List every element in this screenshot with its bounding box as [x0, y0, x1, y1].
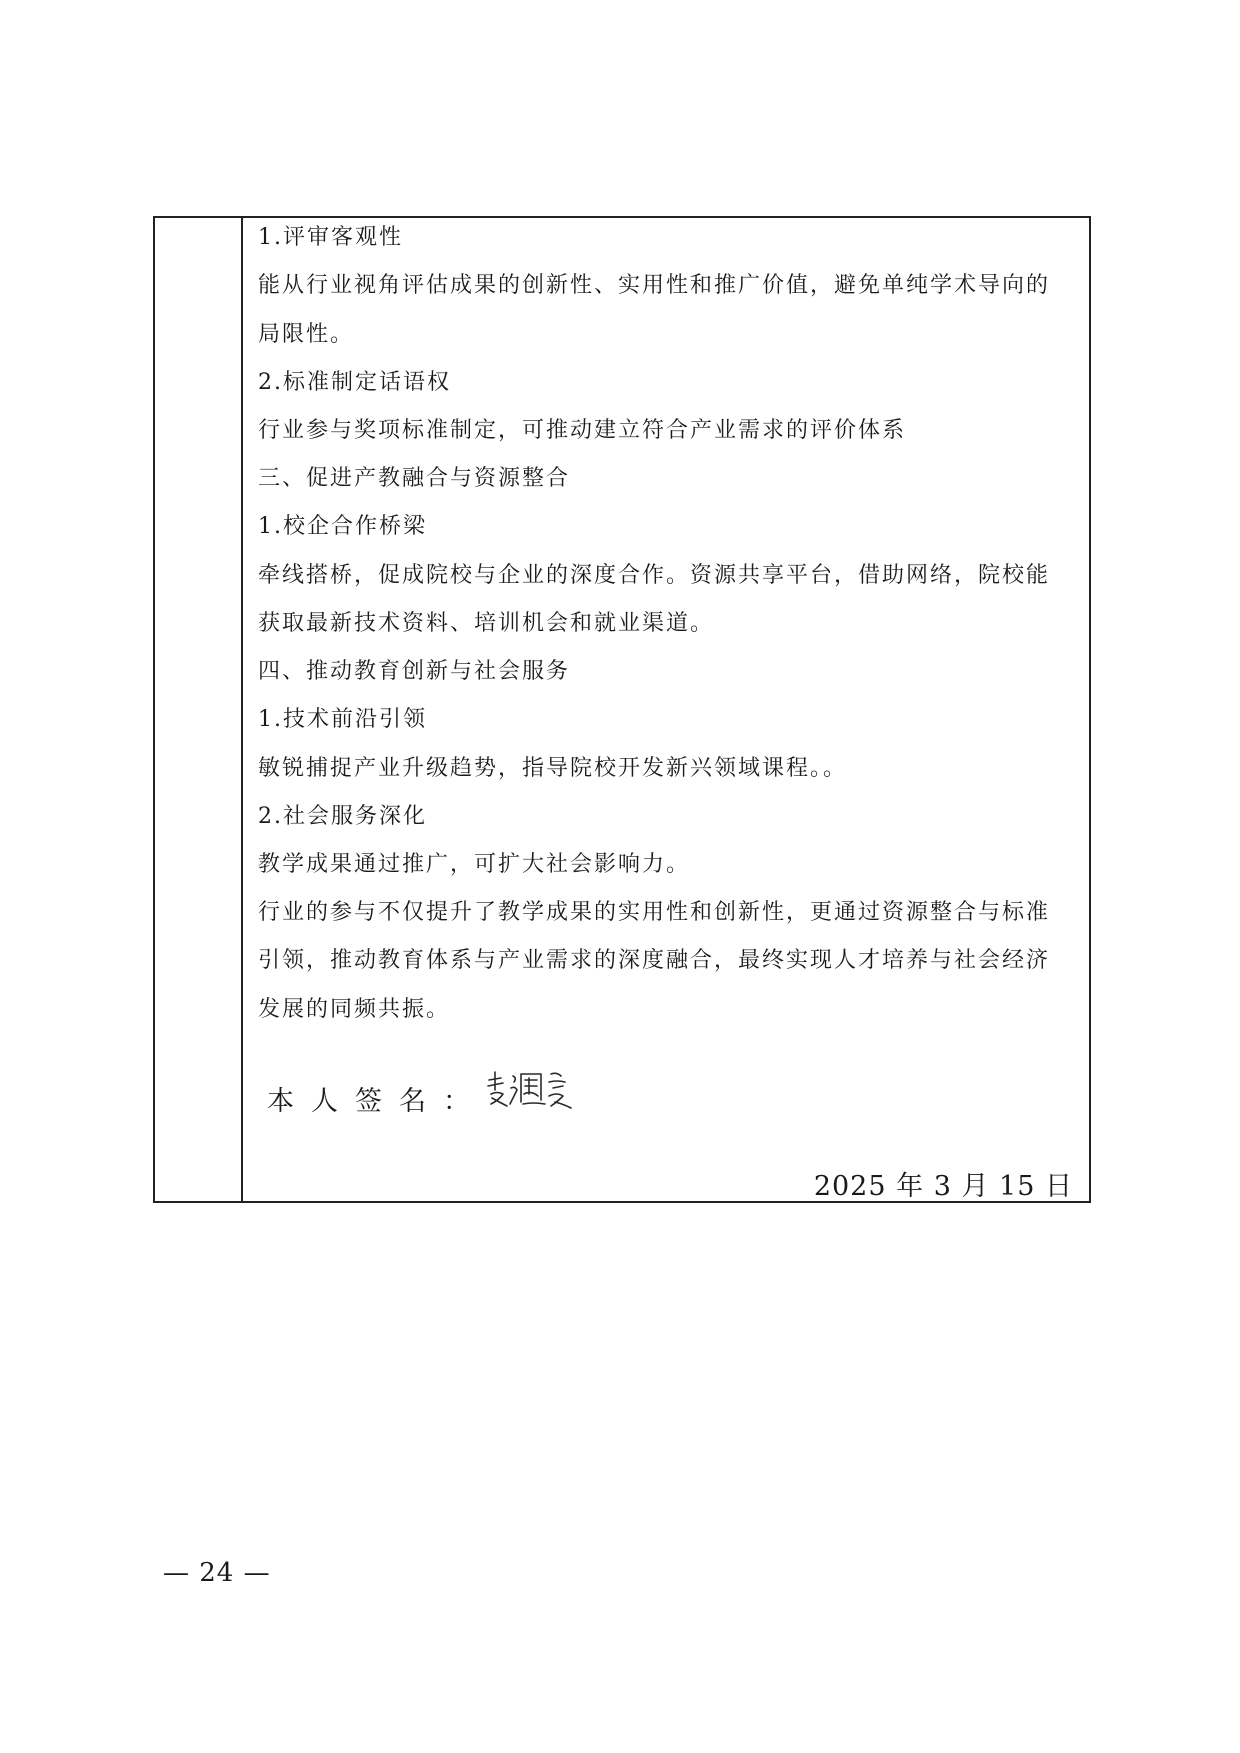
table-left-column — [155, 218, 243, 1201]
signature-label: 本人签名： — [267, 1085, 487, 1117]
signature-date: 2025 年 3 月 15 日 — [813, 1171, 1073, 1202]
content-line: 1.校企合作桥梁 — [258, 514, 427, 539]
table-content-column — [245, 218, 1089, 1201]
content-line: 三、促进产教融合与资源整合 — [258, 466, 571, 491]
content-line: 牵线搭桥，促成院校与企业的深度合作。资源共享平台，借助网络，院校能 — [258, 563, 1051, 588]
page-number: — 24 — — [163, 1558, 271, 1588]
content-line: 1.评审客观性 — [258, 225, 403, 250]
form-table — [153, 216, 1091, 1203]
content-line: 1.技术前沿引领 — [258, 707, 427, 732]
content-line: 局限性。 — [258, 322, 355, 347]
content-line: 行业的参与不仅提升了教学成果的实用性和创新性，更通过资源整合与标准 — [258, 900, 1051, 925]
content-line: 行业参与奖项标准制定，可推动建立符合产业需求的评价体系 — [258, 418, 907, 443]
content-line: 获取最新技术资料、培训机会和就业渠道。 — [258, 611, 715, 636]
content-line: 发展的同频共振。 — [258, 997, 451, 1022]
content-line: 2.社会服务深化 — [258, 804, 427, 829]
content-line: 能从行业视角评估成果的创新性、实用性和推广价值，避免单纯学术导向的 — [258, 273, 1051, 298]
content-line: 敏锐捕捉产业升级趋势，指导院校开发新兴领域课程。。 — [258, 756, 848, 781]
content-line: 四、推动教育创新与社会服务 — [258, 659, 571, 684]
content-line: 教学成果通过推广，可扩大社会影响力。 — [258, 852, 691, 877]
content-line: 2.标准制定话语权 — [258, 370, 451, 395]
handwritten-signature — [483, 1064, 583, 1114]
content-line: 引领，推动教育体系与产业需求的深度融合，最终实现人才培养与社会经济 — [258, 948, 1051, 973]
signature-row — [267, 1073, 583, 1123]
